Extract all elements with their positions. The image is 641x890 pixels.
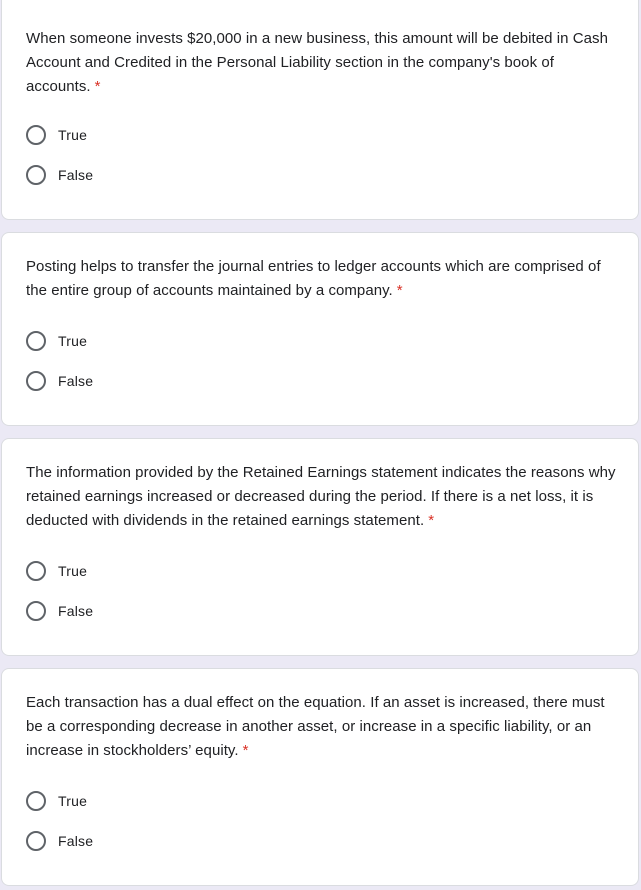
radio-button-icon[interactable] [26,125,46,145]
question-text: When someone invests $20,000 in a new business, this amount will be debited in Cash Account and Credited in the Personal Liability section in the company's book of accounts. * [26,30,608,95]
option-label: True [58,127,88,143]
option-true[interactable] [26,329,87,353]
question-card-3 [1,438,639,656]
option-label: False [58,373,94,389]
required-asterisk: * [94,78,101,95]
radio-button-icon[interactable] [26,831,46,851]
radio-button-icon[interactable] [26,601,46,621]
option-label: False [58,167,94,183]
option-true[interactable] [26,789,87,813]
radio-button-icon[interactable] [26,791,46,811]
question-card-4 [1,668,639,886]
radio-button-icon[interactable] [26,331,46,351]
question-card-2 [1,232,639,426]
question-text: Posting helps to transfer the journal entries to ledger accounts which are comprised of the entire group of accounts maintained by a company. * [26,258,601,299]
option-true[interactable] [26,559,87,583]
option-false[interactable] [26,599,93,623]
option-true[interactable] [26,123,87,147]
option-label: True [58,793,88,809]
question-card-1 [1,0,639,220]
question-text: The information provided by the Retained Earnings statement indicates the reasons why retained earnings increased or decreased during the period. If there is a net loss, it is deducted with dividends in the retained earnings statement. * [26,464,616,529]
option-false[interactable] [26,829,93,853]
radio-button-icon[interactable] [26,371,46,391]
radio-button-icon[interactable] [26,561,46,581]
option-false[interactable] [26,163,93,187]
question-text: Each transaction has a dual effect on the equation. If an asset is increased, there must be a corresponding decrease in another asset, or increase in a specific liability, or an increase in stockholders’ equity. * [26,694,605,759]
option-label: False [58,603,94,619]
required-asterisk: * [428,512,435,529]
option-label: False [58,833,94,849]
radio-button-icon[interactable] [26,165,46,185]
option-false[interactable] [26,369,93,393]
required-asterisk: * [242,742,249,759]
option-label: True [58,333,88,349]
required-asterisk: * [396,282,403,299]
option-label: True [58,563,88,579]
